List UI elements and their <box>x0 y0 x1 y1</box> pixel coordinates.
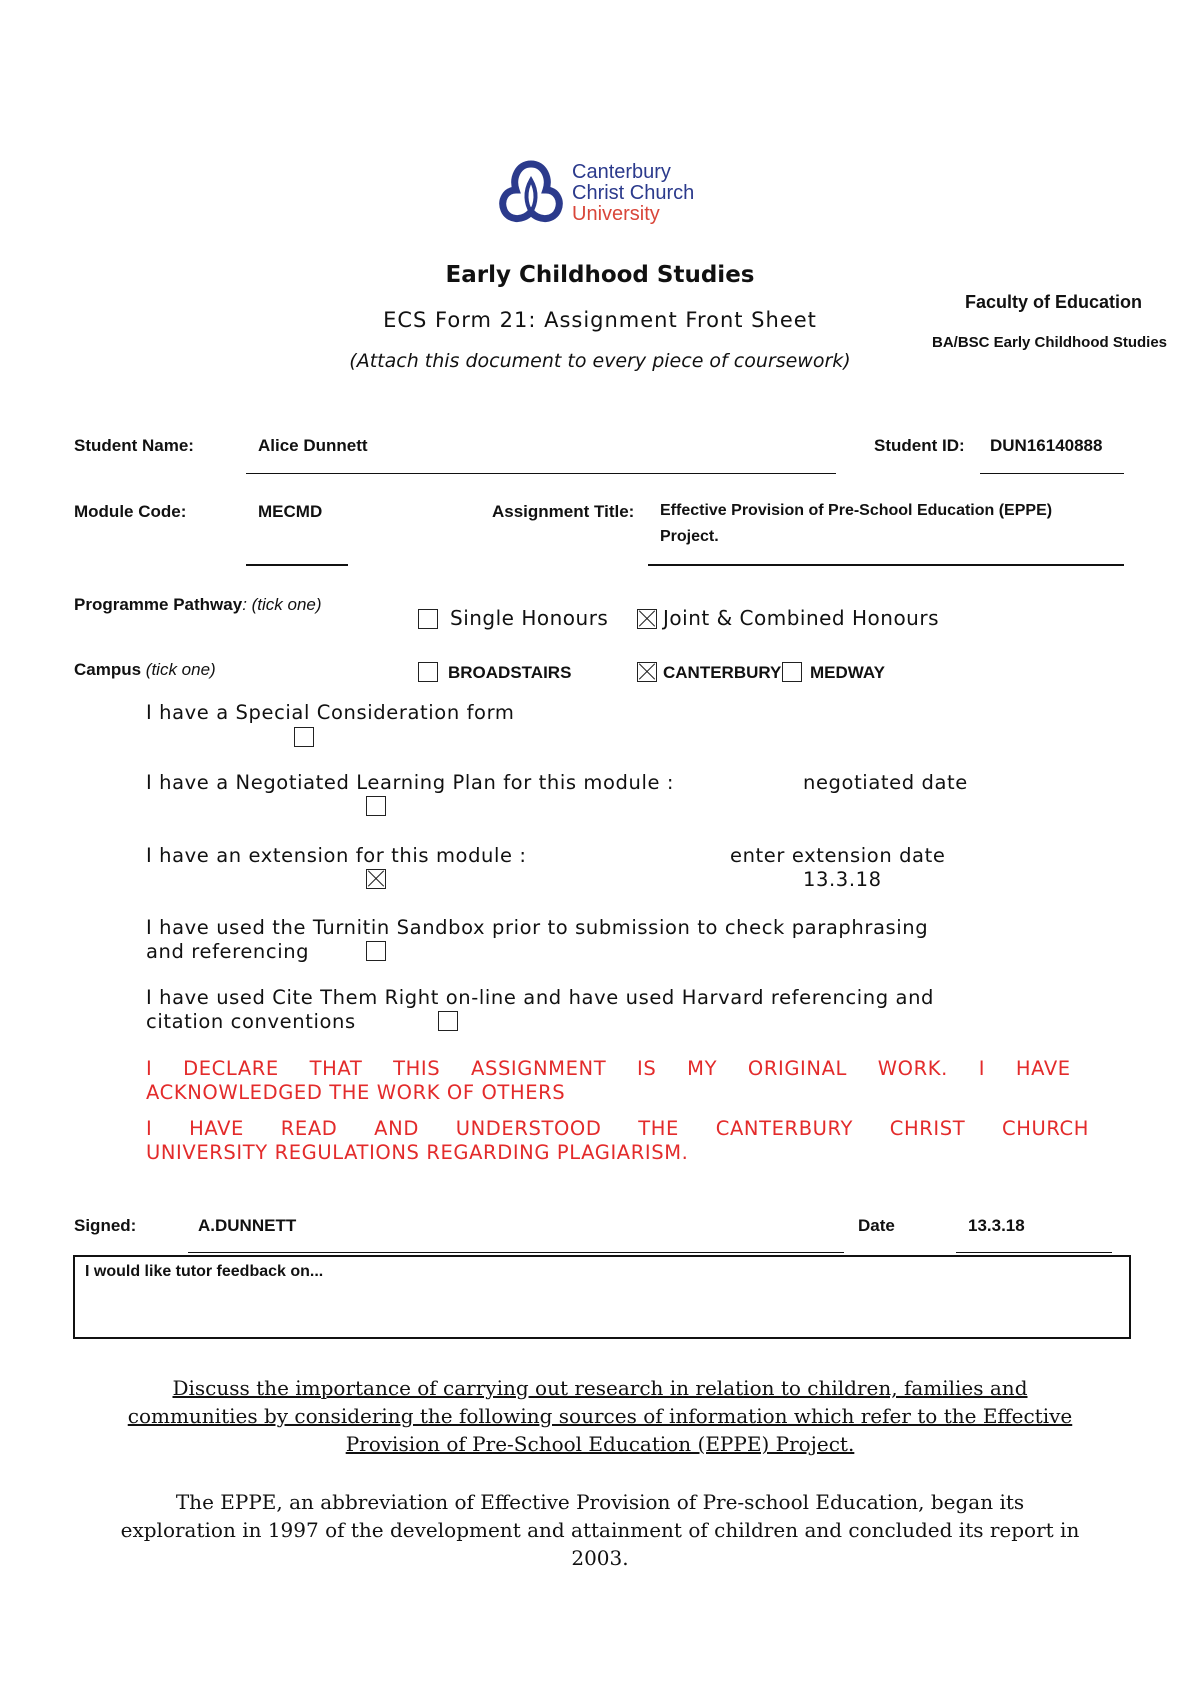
assignment-title-underline <box>648 564 1124 566</box>
turnitin-text-line2: and referencing <box>146 940 310 963</box>
logo-line-3: University <box>572 203 660 225</box>
cite-them-right-checkbox[interactable] <box>438 1011 458 1031</box>
module-code-underline <box>246 564 348 566</box>
student-name-underline <box>246 473 836 474</box>
single-honours-label: Single Honours <box>450 606 609 630</box>
nlp-text: I have a Negotiated Learning Plan for this module : <box>146 771 675 794</box>
programme-label: BA/BSC Early Childhood Studies <box>932 334 1168 350</box>
signed-field[interactable]: A.DUNNETT <box>198 1216 297 1235</box>
canterbury-label: CANTERBURY <box>663 663 782 682</box>
canterbury-checkbox[interactable] <box>637 662 657 682</box>
date-label: Date <box>858 1216 895 1235</box>
extension-text: I have an extension for this module : <box>146 844 527 867</box>
student-id-field[interactable]: DUN16140888 <box>990 436 1103 455</box>
broadstairs-checkbox[interactable] <box>418 662 438 682</box>
student-name-label: Student Name: <box>74 436 194 455</box>
cite-them-right-text-line2: citation conventions <box>146 1010 356 1033</box>
assignment-title-field-line2: Project. <box>660 528 719 545</box>
faculty-label: Faculty of Education <box>965 292 1143 312</box>
declaration-original-work-line2: ACKNOWLEDGED THE WORK OF OTHERS <box>146 1081 566 1104</box>
joint-honours-label: Joint & Combined Honours <box>663 606 939 630</box>
form-instruction: (Attach this document to every piece of coursework) <box>349 350 851 372</box>
tutor-feedback-label: I would like tutor feedback on... <box>85 1263 324 1280</box>
student-id-label: Student ID: <box>874 436 965 455</box>
declaration-original-work: I DECLARE THAT THIS ASSIGNMENT IS MY ORIGINAL WORK. I HAVE <box>146 1057 1071 1080</box>
logo-line-1: Canterbury <box>572 161 671 183</box>
extension-date-value[interactable]: 13.3.18 <box>803 868 882 891</box>
medway-checkbox[interactable] <box>782 662 802 682</box>
essay-question-line1: Discuss the importance of carrying out research in relation to children, families and <box>172 1376 1028 1400</box>
body-paragraph-line2: exploration in 1997 of the development and attainment of children and concluded its report in 2003. <box>120 1518 1080 1570</box>
extension-checkbox[interactable] <box>366 869 386 889</box>
university-logo <box>480 148 720 240</box>
essay-question-line3: Provision of Pre-School Education (EPPE) Project. <box>345 1432 855 1456</box>
turnitin-text: I have used the Turnitin Sandbox prior to submission to check paraphrasing <box>146 916 929 939</box>
declaration-plagiarism: I HAVE READ AND UNDERSTOOD THE CANTERBURY CHRIST CHURCH <box>146 1117 1090 1140</box>
special-consideration-text: I have a Special Consideration form <box>146 701 515 724</box>
joint-honours-checkbox[interactable] <box>637 609 657 629</box>
signed-label: Signed: <box>74 1216 137 1235</box>
module-code-label: Module Code: <box>74 502 187 521</box>
form-title: ECS Form 21: Assignment Front Sheet <box>383 308 817 332</box>
declaration-plagiarism-line2: UNIVERSITY REGULATIONS REGARDING PLAGIARISM. <box>146 1141 689 1164</box>
module-code-field[interactable]: MECMD <box>258 502 323 521</box>
campus-label: Campus (tick one) <box>74 660 216 679</box>
turnitin-checkbox[interactable] <box>366 941 386 961</box>
university-crest-icon <box>496 160 566 224</box>
student-id-underline <box>980 473 1124 474</box>
essay-question-line2: communities by considering the following sources of information which refer to the Effective <box>127 1404 1073 1428</box>
single-honours-checkbox[interactable] <box>418 609 438 629</box>
cite-them-right-text: I have used Cite Them Right on-line and have used Harvard referencing and <box>146 986 935 1009</box>
assignment-title-field[interactable]: Effective Provision of Pre-School Education (EPPE) <box>660 502 1053 519</box>
broadstairs-label: BROADSTAIRS <box>448 663 572 682</box>
special-consideration-checkbox[interactable] <box>294 727 314 747</box>
tutor-feedback-box[interactable] <box>73 1255 1131 1339</box>
date-underline <box>956 1252 1112 1253</box>
page-title: Early Childhood Studies <box>445 262 755 288</box>
body-paragraph-line1: The EPPE, an abbreviation of Effective Provision of Pre-school Education, began its <box>175 1490 1025 1514</box>
programme-pathway-label: Programme Pathway: (tick one) <box>74 595 322 614</box>
date-field[interactable]: 13.3.18 <box>968 1216 1025 1235</box>
medway-label: MEDWAY <box>810 663 885 682</box>
student-name-field[interactable]: Alice Dunnett <box>258 436 368 455</box>
assignment-title-label: Assignment Title: <box>492 502 635 521</box>
signed-underline <box>188 1252 844 1253</box>
negotiated-date-label: negotiated date <box>803 771 968 794</box>
nlp-checkbox[interactable] <box>366 796 386 816</box>
logo-line-2: Christ Church <box>572 182 695 204</box>
extension-date-label: enter extension date <box>730 844 946 867</box>
